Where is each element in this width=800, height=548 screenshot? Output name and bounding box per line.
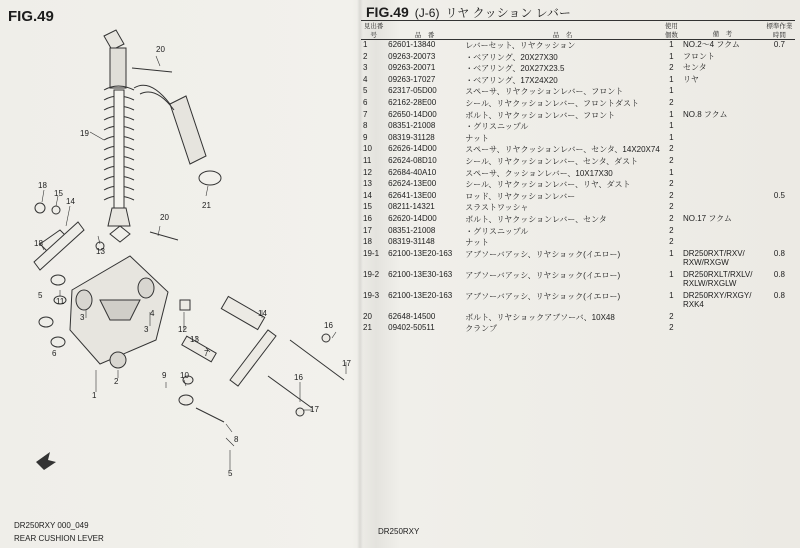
description-cell: スペーサ、リヤクッションレバー、フロント [465,87,624,97]
reservoir [134,85,206,164]
figure-label-left: FIG.49 [8,8,54,25]
remarks-cell [681,144,764,156]
ref-cell: 19-3 [363,290,380,300]
callout-4: 4 [150,309,155,318]
table-row [361,291,795,312]
quantity-cell: 2 [669,155,674,165]
remarks-cell [681,156,764,168]
rate-cell: 0.8 [773,290,785,300]
remark-line: NO.8 フクム [682,109,728,119]
ref-cell: 19-1 [363,248,380,258]
ref-cell: 8 [363,121,368,131]
quantity-cell: 2 [669,202,674,212]
rate-cell [764,75,795,87]
description-cell: スペーサ、リヤクッションレバー、センタ、14X20X74 [465,145,660,155]
remarks-cell [681,191,764,203]
bolt-20-lower [150,232,178,240]
quantity-cell: 2 [669,225,674,235]
remarks-cell [681,52,764,64]
table-row [361,98,795,110]
ref-cell: 20 [363,311,372,321]
callout-17a: 17 [342,359,351,368]
table-row [361,191,795,203]
part-number-cell: 08211-14321 [388,202,435,212]
ref-cell: 17 [363,225,372,235]
remarks-cell [681,75,764,87]
remarks-cell [681,40,764,52]
part-number-cell: 62684-40A10 [388,167,437,177]
callout-6: 6 [52,349,57,358]
ref-cell: 7 [363,109,368,119]
callout-8: 8 [234,435,239,444]
callout-18: 18 [38,181,47,190]
quantity-cell: 2 [669,237,674,247]
rate-cell [764,202,795,214]
remark-line: DR250RXLT/RXLV/ [682,269,753,279]
remark-line: NO.17 フクム [682,213,732,223]
callout-16a: 16 [324,321,333,330]
part-number-cell: 62100-13E20-163 [388,290,453,300]
remarks-cell [681,226,764,238]
rate-cell: 0.8 [773,269,785,279]
part-number-cell: 62650-14D00 [388,109,437,119]
part-number-cell: 09402-50511 [388,323,435,333]
table-row [361,63,795,75]
quantity-cell: 1 [669,269,674,279]
rate-cell: 0.7 [773,40,785,49]
quantity-cell: 2 [669,311,674,321]
quantity-cell: 2 [669,213,674,223]
part-number-cell: 08319-31148 [388,237,435,247]
rate-cell [764,144,795,156]
ref-cell: 16 [363,213,372,223]
rate-cell [764,179,795,191]
table-row [361,202,795,214]
description-cell: ナット [465,238,490,248]
ref-cell: 19-2 [363,269,380,279]
remarks-cell [681,323,764,335]
table-row [361,237,795,249]
table-row [361,40,795,52]
quantity-cell: 1 [669,132,674,142]
quantity-cell: 2 [669,190,674,200]
col-desc: 品 名 [463,21,662,40]
col-part-no: 品 番 [386,21,463,40]
description-cell: アブソーバアッシ、リヤショック(イエロー) [465,291,621,301]
rate-cell [764,214,795,226]
parts-table [361,20,795,335]
part-number-cell: 08351-21008 [388,121,436,131]
rate-cell [764,110,795,122]
quantity-cell: 1 [669,290,674,300]
description-cell: レバーセット、リヤクッション [465,41,576,50]
part-number-cell: 62648-14500 [388,311,436,321]
callout-19: 19 [80,129,89,138]
description-cell: シール、リヤクッションレバー、フロントダスト [465,98,639,108]
part-number-cell: 62162-28E00 [388,97,437,107]
quantity-cell: 1 [669,40,674,49]
quantity-cell: 1 [669,167,674,177]
callout-5: 5 [38,291,43,300]
callout-13a: 13 [96,247,105,256]
table-row [361,323,795,335]
callout-13b: 13 [190,335,199,344]
callout-17b: 17 [310,405,319,414]
description-cell: アブソーバアッシ、リヤショック(イエロー) [465,270,621,280]
quantity-cell: 1 [669,74,674,84]
ref-cell: 12 [363,167,372,177]
remarks-cell [681,249,764,270]
remarks-cell [681,179,764,191]
section-code: (J-6) [414,6,440,20]
table-row [361,179,795,191]
part-number-cell: 08351-21008 [388,225,436,235]
figure-label-right: FIG.49 [366,4,409,20]
remark-line: RXW/RXGW [682,257,729,267]
description-cell: ナット [465,133,490,143]
callout-20a: 20 [156,45,165,54]
ref-cell: 2 [363,51,368,61]
callout-20b: 20 [160,213,169,222]
remarks-cell [681,133,764,145]
remark-line: DR250RXT/RXV/ [682,248,745,258]
rate-cell: 0.8 [773,248,785,258]
callout-3b: 3 [144,325,149,334]
part-number-cell: 08319-31128 [388,132,435,142]
remark-line: RXLW/RXGLW [682,278,737,288]
description-cell: ・ベアリング、20X27X23.5 [465,64,565,74]
callout-12: 12 [178,325,187,334]
quantity-cell: 2 [669,97,674,107]
quantity-cell: 2 [669,144,674,154]
table-row [361,249,795,270]
remark-line: DR250RXY/RXGY/ [682,290,752,300]
part-number-cell: 62624-08D10 [388,155,437,165]
callout-11: 11 [56,297,65,306]
remarks-cell [681,214,764,226]
rate-cell [764,168,795,180]
description-cell: ボルト、リヤクッションレバー、フロント [465,110,616,120]
part-number-cell: 62100-13E20-163 [388,248,453,258]
rate-cell [764,226,795,238]
parts-list-header [366,4,571,21]
callout-21: 21 [202,201,211,210]
table-row [361,110,795,122]
quantity-cell: 1 [669,51,674,61]
rate-cell [764,156,795,168]
table-row [361,86,795,98]
part-number-cell: 62641-13E00 [388,190,437,200]
col-qty: 使用個数 [662,21,681,40]
footer-model-right: DR250RXY [378,527,420,536]
description-cell: ロッド、リヤクッションレバー [465,191,576,201]
part-number-cell: 09263-17027 [388,74,436,84]
remarks-cell [681,110,764,122]
callout-14: 14 [66,197,75,206]
callout-10: 10 [180,371,189,380]
table-row [361,133,795,145]
description-cell: スペーサ、クッションレバー、10X17X30 [465,168,613,178]
rate-cell [764,52,795,64]
rate-cell [764,121,795,133]
remark-line: NO.2～4 フクム [682,40,740,49]
table-row [361,144,795,156]
table-row [361,312,795,324]
ref-cell: 18 [363,237,372,247]
callout-2: 2 [114,377,119,386]
quantity-cell: 2 [669,179,674,189]
part-number-cell: 62624-13E00 [388,179,437,189]
clamp-part [199,171,221,185]
table-row [361,168,795,180]
description-cell: ボルト、リヤクッションレバー、センタ [465,214,607,224]
ref-cell: 1 [363,40,368,49]
ref-cell: 10 [363,144,372,154]
table-row [361,121,795,133]
quantity-cell: 1 [669,86,674,96]
description-cell: シール、リヤクッションレバー、リヤ、ダスト [465,180,631,190]
ref-cell: 3 [363,63,368,73]
rate-cell [764,237,795,249]
exploded-diagram [0,0,360,520]
remarks-cell [681,168,764,180]
quantity-cell: 1 [669,248,674,258]
ref-cell: 11 [363,155,372,165]
table-row [361,270,795,291]
ref-cell: 5 [363,86,368,96]
remark-line: フロント [682,51,715,61]
col-remarks: 備 考 [681,21,764,40]
remarks-cell [681,63,764,75]
description-cell: クランプ [465,324,498,334]
table-row [361,214,795,226]
callout-16b: 16 [294,373,303,382]
description-cell: ・ベアリング、17X24X20 [465,75,558,85]
ref-cell: 13 [363,179,372,189]
footer-title: REAR CUSHION LEVER [14,534,104,543]
ref-cell: 21 [363,323,372,333]
part-number-cell: 62100-13E30-163 [388,269,453,279]
remark-line: センタ [682,63,707,73]
col-rate: 標準作業時間 [764,21,795,40]
callout-1: 1 [92,391,97,400]
remarks-cell [681,86,764,98]
bolt-20-top [132,68,172,72]
rate-cell [764,86,795,98]
section-title: リヤ クッション レバー [445,6,571,20]
part-number-cell: 09263-20073 [388,51,436,61]
table-row [361,226,795,238]
callout-5b: 5 [228,469,233,478]
description-cell: ・グリスニップル [465,122,529,132]
table-row [361,75,795,87]
col-ref: 見出番号 [361,21,386,40]
table-row [361,156,795,168]
ref-cell: 6 [363,97,368,107]
callout-18b: 18 [34,239,43,248]
description-cell: ・ベアリング、20X27X30 [465,52,558,62]
rate-cell [764,323,795,335]
callout-9: 9 [162,371,167,380]
remark-line: リヤ [682,74,699,84]
callout-14b: 14 [258,309,267,318]
quantity-cell: 1 [669,121,674,131]
part-number-cell: 62317-05D00 [388,86,437,96]
remarks-cell [681,312,764,324]
description-cell: ・グリスニップル [465,226,529,236]
rate-cell: 0.5 [773,190,785,200]
description-cell: ボルト、リヤショックアブソーバ、10X48 [465,312,615,322]
part-number-cell: 09263-20071 [388,63,436,73]
description-cell: アブソーバアッシ、リヤショック(イエロー) [465,249,621,259]
ref-cell: 14 [363,190,372,200]
remarks-cell [681,202,764,214]
quantity-cell: 1 [669,109,674,119]
rate-cell [764,312,795,324]
quantity-cell: 2 [669,323,674,333]
ref-cell: 4 [363,74,368,84]
remarks-cell [681,291,764,312]
footer-model-code: DR250RXY 000_049 [14,521,89,530]
front-arrow-icon [36,452,56,470]
remarks-cell [681,98,764,110]
remarks-cell [681,237,764,249]
ref-cell: 15 [363,202,372,212]
ref-cell: 9 [363,132,368,142]
shock-absorber [104,30,134,242]
description-cell: シール、リヤクッションレバー、センタ、ダスト [465,156,639,166]
part-number-cell: 62626-14D00 [388,144,437,154]
remark-line: RXK4 [682,299,704,309]
callout-7: 7 [204,349,209,358]
rate-cell [764,98,795,110]
remarks-cell [681,121,764,133]
remarks-cell [681,270,764,291]
part-number-cell: 62620-14D00 [388,213,437,223]
rate-cell [764,63,795,75]
callout-3a: 3 [80,313,85,322]
table-row [361,52,795,64]
part-number-cell: 62601-13840 [388,40,436,49]
rate-cell [764,133,795,145]
callout-15: 15 [54,189,63,198]
description-cell: スラストワッシャ [465,203,529,213]
quantity-cell: 2 [669,63,674,73]
